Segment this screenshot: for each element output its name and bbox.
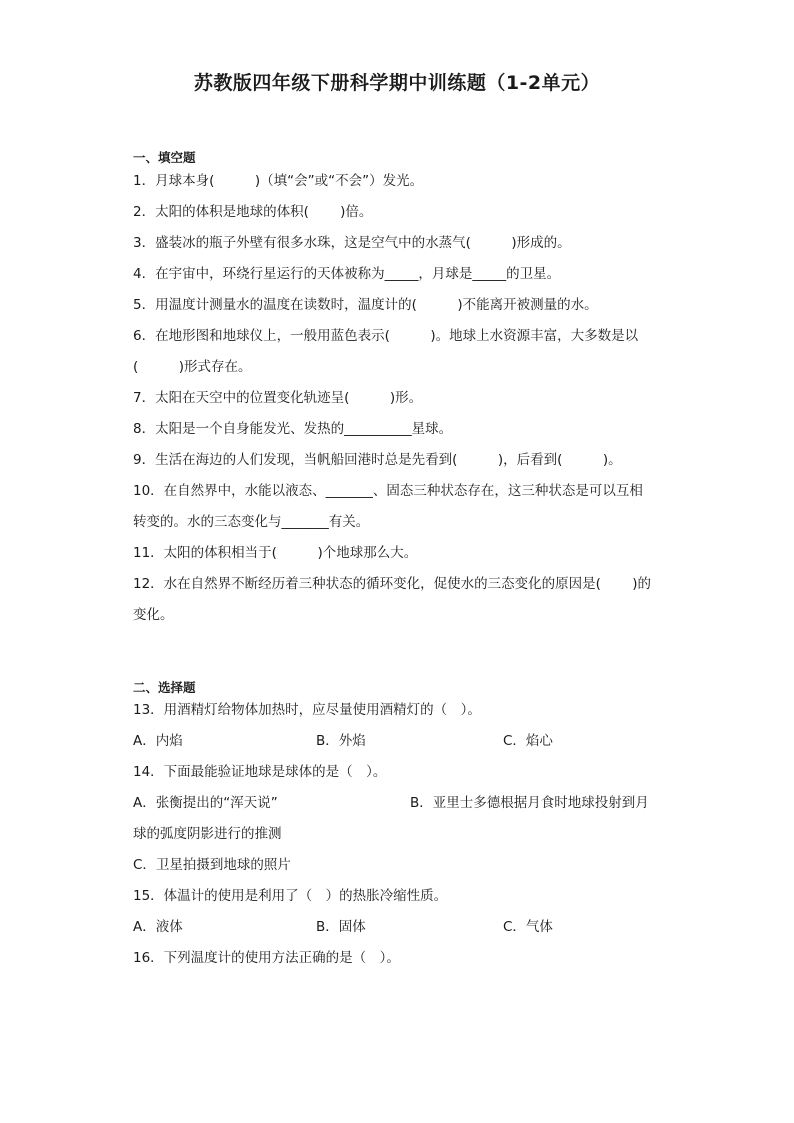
question-5: 5．用温度计测量水的温度在读数时，温度计的( )不能离开被测量的水。 (133, 297, 598, 313)
question-10-line-2: 转变的。水的三态变化与_______有关。 (133, 514, 370, 530)
question-16: 16．下列温度计的使用方法正确的是（ ）。 (133, 950, 400, 966)
question-1: 1．月球本身( )（填“会”或“不会”）发光。 (133, 173, 424, 189)
question-15-option-a: A．液体 (133, 919, 183, 935)
question-12-line-1: 12．水在自然界不断经历着三种状态的循环变化，促使水的三态变化的原因是( )的 (133, 576, 652, 592)
question-10-line-1: 10．在自然界中，水能以液态、_______、固态三种状态存在，这三种状态是可以互相 (133, 483, 643, 499)
question-15-option-c: C．气体 (503, 919, 553, 935)
question-13-option-a: A．内焰 (133, 733, 183, 749)
question-11: 11．太阳的体积相当于( )个地球那么大。 (133, 545, 418, 561)
question-14-option-a: A．张衡提出的“浑天说” (133, 795, 278, 811)
question-2: 2．太阳的体积是地球的体积( )倍。 (133, 204, 373, 220)
section-heading-choice: 二、选择题 (133, 680, 196, 695)
question-14: 14．下面最能验证地球是球体的是（ ）。 (133, 764, 387, 780)
question-14-option-b-line-1: B．亚里士多德根据月食时地球投射到月 (410, 795, 649, 811)
section-heading-fill: 一、填空题 (133, 150, 196, 165)
question-15: 15．体温计的使用是利用了（ ）的热胀冷缩性质。 (133, 888, 448, 904)
question-12-line-2: 变化。 (133, 607, 174, 623)
question-15-option-b: B．固体 (316, 919, 366, 935)
question-14-option-c: C．卫星拍摄到地球的照片 (133, 857, 291, 873)
page-title: 苏教版四年级下册科学期中训练题（1-2单元） (193, 72, 601, 94)
question-13-option-b: B．外焰 (316, 733, 366, 749)
question-13: 13．用酒精灯给物体加热时，应尽量使用酒精灯的（ ）。 (133, 702, 481, 718)
question-6-line-2: ( )形式存在。 (133, 359, 252, 375)
question-3: 3．盛装冰的瓶子外壁有很多水珠，这是空气中的水蒸气( )形成的。 (133, 235, 571, 251)
question-7: 7．太阳在天空中的位置变化轨迹呈( )形。 (133, 390, 423, 406)
question-6-line-1: 6．在地形图和地球仪上，一般用蓝色表示( )。地球上水资源丰富，大多数是以 (133, 328, 639, 344)
question-13-option-c: C．焰心 (503, 733, 553, 749)
question-4: 4．在宇宙中，环绕行星运行的天体被称为_____，月球是_____的卫星。 (133, 266, 561, 282)
question-8: 8．太阳是一个自身能发光、发热的__________星球。 (133, 421, 453, 437)
question-9: 9．生活在海边的人们发现，当帆船回港时总是先看到( )，后看到( )。 (133, 452, 622, 468)
question-14-option-b-line-2: 球的弧度阴影进行的推测 (133, 826, 282, 842)
